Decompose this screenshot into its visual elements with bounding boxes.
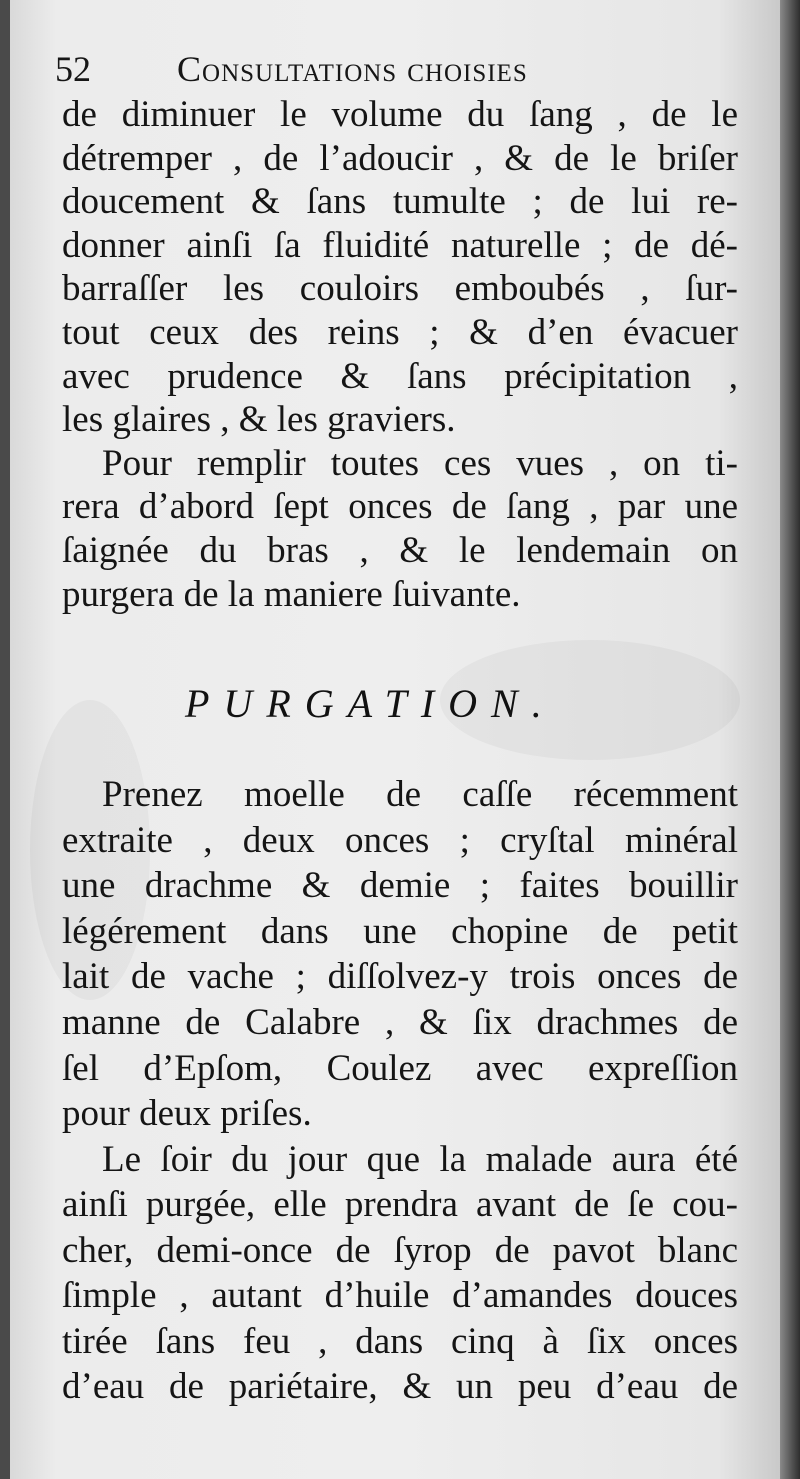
text-line: cher, demi-once de ſyrop de pavot blanc bbox=[62, 1229, 738, 1271]
paragraph-1 bbox=[62, 93, 738, 442]
text-line: barraſſer les couloirs emboubés , ſur- bbox=[62, 268, 738, 310]
text-line: tout ceux des reins ; & d’en évacuer bbox=[62, 311, 738, 353]
text-line: extraite , deux onces ; cryſtal minéral bbox=[62, 819, 738, 861]
text-line: détremper , de l’adoucir , & de le briſer bbox=[62, 137, 738, 179]
text-line: tirée ſans feu , dans cinq à ſix onces bbox=[62, 1320, 738, 1362]
page-number: 52 bbox=[55, 49, 91, 89]
text-block-top bbox=[62, 93, 738, 616]
text-line: légérement dans une chopine de petit bbox=[62, 910, 738, 952]
text-line: Pour remplir toutes ces vues , on ti- bbox=[102, 442, 738, 484]
text-line: ſaignée du bras , & le lendemain on bbox=[62, 529, 738, 571]
text-line: Le ſoir du jour que la malade aura été bbox=[102, 1139, 738, 1180]
text-line: de diminuer le volume du ſang , de le bbox=[62, 94, 738, 135]
text-line: avec prudence & ſans précipitation , bbox=[62, 355, 738, 397]
text-line: Prenez moelle de caſſe récemment bbox=[102, 774, 738, 815]
text-line: les glaires , & les graviers. bbox=[62, 399, 456, 441]
text-line: une drachme & demie ; faites bouillir bbox=[62, 865, 738, 907]
text-line: ſel d’Epſom, Coulez avec expreſſion bbox=[62, 1047, 738, 1089]
text-line: purgera de la maniere ſuivante. bbox=[62, 573, 521, 615]
text-line: d’eau de pariétaire, & un peu d’eau de bbox=[62, 1366, 738, 1408]
text-line: manne de Calabre , & ſix drachmes de bbox=[62, 1001, 738, 1043]
text-line: doucement & ſans tumulte ; de lui re- bbox=[62, 181, 738, 223]
page-gutter-shadow bbox=[780, 0, 800, 1479]
text-line: lait de vache ; diſſolvez-y trois onces de bbox=[62, 956, 738, 998]
paragraph-3 bbox=[62, 772, 738, 1137]
text-line: ſimple , autant d’huile d’amandes douces bbox=[62, 1275, 738, 1317]
running-head bbox=[55, 44, 705, 94]
text-line: donner ainſi ſa fluidité naturelle ; de dé- bbox=[62, 224, 738, 266]
text-line: ainſi purgée, elle prendra avant de ſe cou- bbox=[62, 1184, 738, 1226]
text-line: pour deux priſes. bbox=[62, 1093, 312, 1135]
running-title: Consultations choisies bbox=[177, 49, 528, 89]
text-line: rera d’abord ſept onces de ſang , par une bbox=[62, 486, 738, 528]
paragraph-2 bbox=[62, 442, 738, 616]
paragraph-4 bbox=[62, 1137, 738, 1409]
section-heading: PURGATION. bbox=[185, 681, 556, 726]
